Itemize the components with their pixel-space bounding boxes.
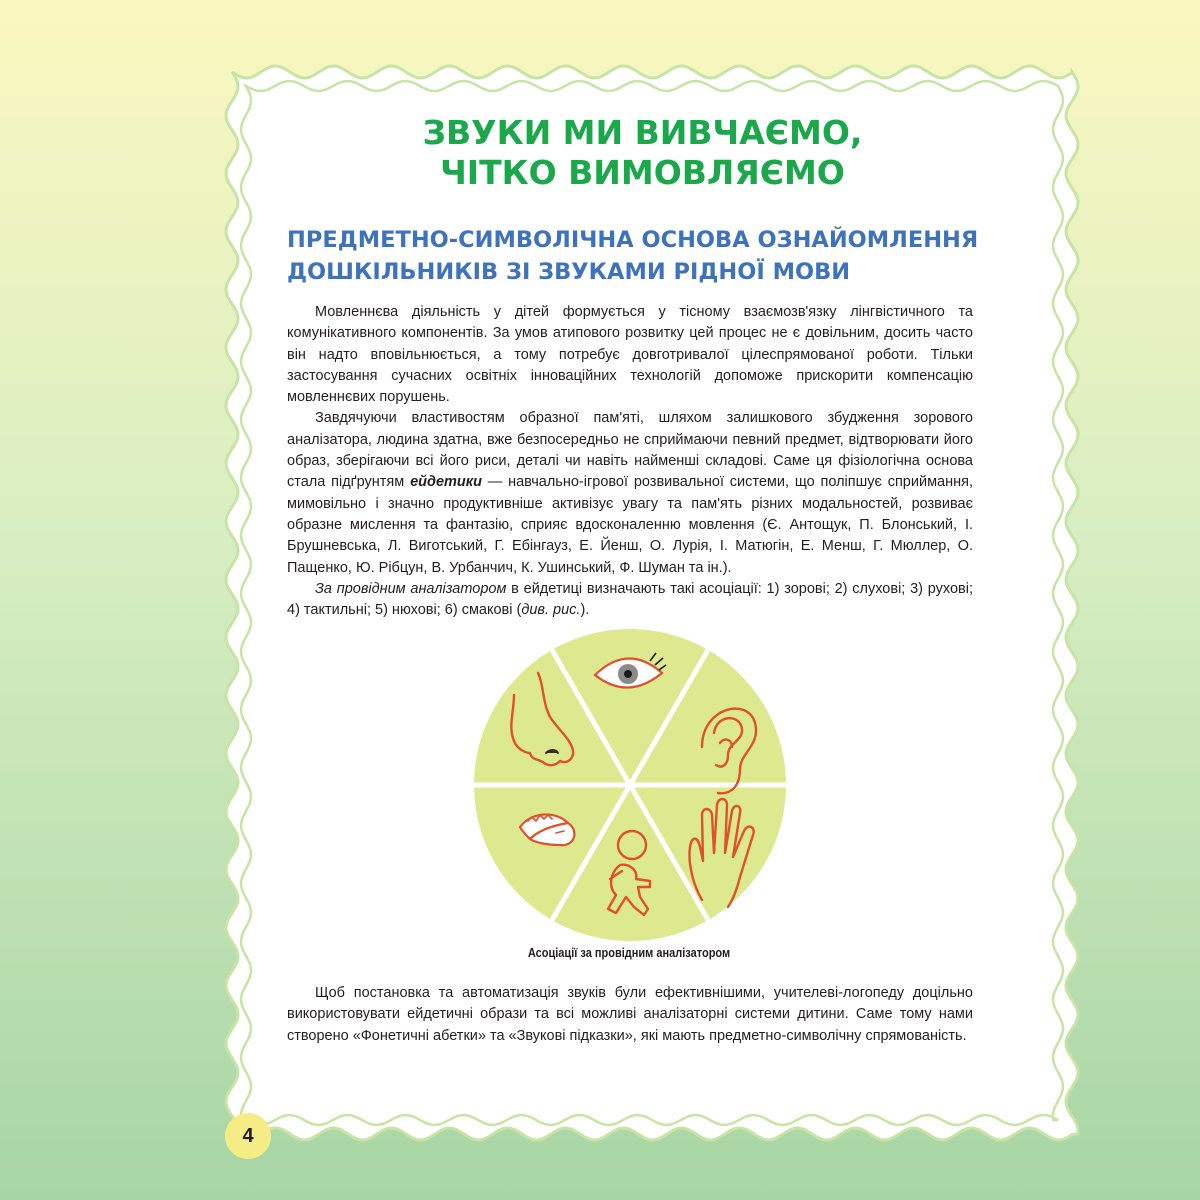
paragraph-2-text-a: Завдячуючи властивостям образної пам'яті, шляхом залишкового збудження зорового аналізатора, людина здатна, вже безпосередньо не сприймаючи певний предмет, відтворювати його образ, зберігаючи всі його риси, деталі чи навіть найменші складові. Саме ця фізіологічна основа стала підґрунтям <box>287 410 973 491</box>
body-text <box>287 302 973 621</box>
analyzer-wheel <box>470 625 790 945</box>
title-line-2: ЧІТКО ВИМОВЛЯЄМО <box>440 153 845 192</box>
paragraph-3-end: ). <box>580 602 590 619</box>
figure-caption: Асоціації за провідним аналізатором <box>527 946 731 960</box>
term-eidetics: ейдетики <box>410 474 482 491</box>
body-text-continued <box>287 983 973 1047</box>
page-title <box>250 113 1035 193</box>
section-heading-line-2: ДОШКІЛЬНИКІВ ЗІ ЗВУКАМИ РІДНОЇ МОВИ <box>287 259 851 285</box>
paragraph-1: Мовленнєва діяльність у дітей формується у тісному взаємозв'язку лінгвістичного та комунікативного компонентів. За умов атипового розвитку цей процес не є довільним, досить часто він надто вповільнюється, а тому потребує довготривалої цілеспрямованої роботи. Тільки застосування сучасних освітніх інноваційних технологій допоможе прискорити компенсацію мовленнєвих порушень. <box>287 304 973 406</box>
figure-reference: див. рис. <box>521 602 581 619</box>
page-number: 4 <box>225 1113 271 1159</box>
paragraph-3-text: в ейдетиці визначають такі асоціації: 1) зорові; 2) слухові; 3) рухові; 4) тактильні; 5) нюхові; 6) смакові ( <box>287 580 973 619</box>
paragraph-3 <box>287 579 973 622</box>
paragraph-2 <box>287 408 973 578</box>
section-heading <box>287 224 1007 288</box>
paragraph-4: Щоб постановка та автоматизація звуків були ефективнішими, учителеві-логопеду доцільно використовувати ейдетичні образи та всі можливі аналізаторні системи дитини. Саме тому нами створено «Фонетичні абетки» та «Звукові підказки», які мають предметно-символічну спрямованість. <box>287 985 973 1044</box>
paragraph-2-text-b: — навчально-ігрової розвивальної системи, що поліпшує сприймання, мимовільно і значно продуктивніше активізує увагу та пам'ять різних модальностей, розвиває образне мислення та фантазію, сприяє вдосконаленню мовлення (Є. Антощук, П. Блонський, І. Брушневська, Л. Виготський, Г. Ебінгауз, Е. Йенш, О. Лурія, І. Матюгін, Е. Менш, Г. Мюллер, О. Пащенко, Ю. Рібцун, В. Урбанчич, К. Ушинський, Ф. Шуман та ін.). <box>287 474 973 576</box>
paragraph-3-italic: За провідним аналізатором <box>315 580 507 597</box>
title-line-1: ЗВУКИ МИ ВИВЧАЄМО, <box>422 113 863 152</box>
section-heading-line-1: ПРЕДМЕТНО-СИМВОЛІЧНА ОСНОВА ОЗНАЙОМЛЕННЯ <box>287 227 979 253</box>
